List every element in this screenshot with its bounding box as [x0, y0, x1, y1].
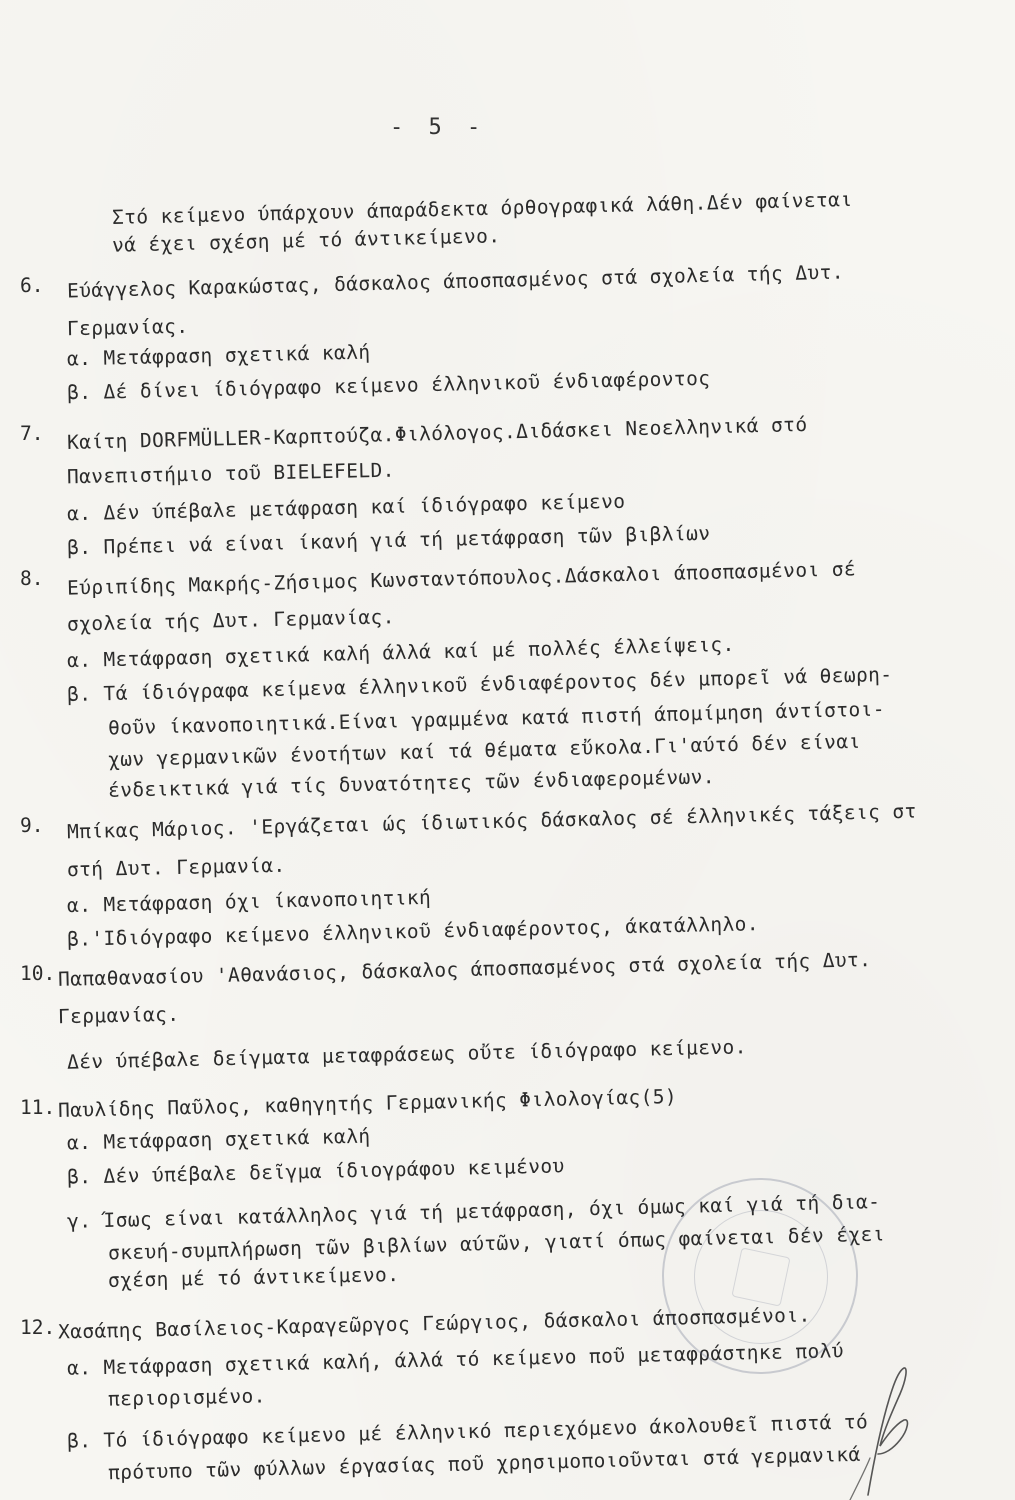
entry-12-line-1: Χασάπης Βασίλειος-Καραγεῶργος Γεώργιος, δάσκαλοι άποσπασμένοι.: [57, 1303, 811, 1344]
entry-number-6: 6.: [20, 274, 44, 297]
entry-8-line-5: θοῦν ίκανοποιητικά.Είναι γραμμένα κατά πιστή άπομίμηση άντίστοι-: [107, 697, 886, 740]
entry-10-line-3: Δέν ύπέβαλε δείγματα μεταφράσεως οὔτε ίδιόγραφο κείμενο.: [66, 1035, 748, 1074]
entry-10-line-2: Γερμανίας.: [57, 1002, 180, 1029]
entry-12-line-3: περιορισμένο.: [107, 1384, 267, 1411]
entry-11-line-3: β. Δέν ύπέβαλε δεῖγμα ίδιογράφου κειμένου: [66, 1154, 565, 1189]
entry-6-line-2: Γερμανίας.: [66, 314, 189, 341]
entry-8-line-2: σχολεία τής Δυτ. Γερμανίας.: [66, 605, 395, 636]
intro-line-2: νά έχει σχέση μέ τό άντικείμενο.: [111, 224, 501, 257]
entry-10-line-1: Παπαθανασίου 'Αθανάσιος, δάσκαλος άποσπασμένος στά σχολεία τής Δυτ.: [57, 948, 872, 991]
entry-6-line-3: α. Μετάφραση σχετικά καλή: [66, 340, 371, 371]
entry-9-line-3: α. Μετάφραση όχι ίκανοποιητική: [66, 885, 432, 918]
entry-12-line-4: β. Τό ίδιόγραφο κείμενο μέ έλληνικό περιεχόμενο άκολουθεῖ πιστά τό: [66, 1410, 869, 1453]
intro-line-1: Στό κείμενο ύπάρχουν άπαράδεκτα όρθογραφικά λάθη.Δέν φαίνεται: [111, 187, 853, 230]
entry-number-10: 10.: [20, 962, 56, 985]
entry-8-line-6: χων γερμανικῶν ένοτήτων καί τά θέματα εὔκολα.Γι'αύτό δέν είναι: [107, 729, 861, 772]
entry-9-line-4: β.'Ιδιόγραφο κείμενο έλληνικοῦ ένδιαφέροντος, άκατάλληλο.: [66, 912, 760, 951]
entry-11-line-4: γ. Ίσως είναι κατάλληλος γιά τή μετάφραση, όχι όμως καί γιά τή δια-: [66, 1190, 881, 1233]
page-number: - 5 -: [390, 115, 487, 140]
entry-7-line-3: α. Δέν ύπέβαλε μετάφραση καί ίδιόγραφο κείμενο: [66, 489, 626, 526]
entry-11-line-1: Παυλίδης Παῦλος, καθηγητής Γερμανικής Φιλολογίας(5): [57, 1084, 678, 1123]
entry-8-line-4: β. Τά ίδιόγραφα κείμενα έλληνικοῦ ένδιαφέροντος δέν μπορεῖ νά θεωρη-: [66, 662, 893, 707]
entry-6-line-4: β. Δέ δίνει ίδιόγραφο κείμενο έλληνικοῦ ένδιαφέροντος: [66, 366, 711, 405]
entry-7-line-2: Πανεπιστήμιο τοῦ BIELEFELD.: [66, 458, 395, 489]
entry-11-line-2: α. Μετάφραση σχετικά καλή: [66, 1124, 371, 1155]
entry-7-line-4: β. Πρέπει νά είναι ίκανή γιά τή μετάφραση τῶν βιβλίων: [66, 521, 711, 560]
entry-8-line-3: α. Μετάφραση σχετικά καλή άλλά καί μέ πολλές έλλείψεις.: [66, 632, 735, 673]
entry-9-line-2: στή Δυτ. Γερμανία.: [66, 853, 286, 882]
entry-8-line-1: Εύριπίδης Μακρής-Ζήσιμος Κωνσταντόπουλος.Δάσκαλοι άποσπασμένοι σέ: [66, 557, 857, 600]
entry-8-line-7: ένδεικτικά γιά τίς δυνατότητες τῶν ένδιαφερομένων.: [107, 765, 716, 802]
entry-11-line-6: σχέση μέ τό άντικείμενο.: [107, 1262, 400, 1293]
entry-7-line-1: Καίτη DORFMÜLLER-Καρπτούζα.Φιλόλογος.Διδάσκει Νεοελληνικά στό: [66, 412, 808, 455]
entry-number-8: 8.: [20, 567, 44, 590]
entry-number-9: 9.: [20, 814, 44, 837]
entry-number-7: 7.: [20, 422, 44, 445]
entry-6-line-1: Εύάγγελος Καρακώστας, δάσκαλος άποσπασμένος στά σχολεία τής Δυτ.: [66, 260, 845, 303]
entry-11-line-5: σκευή-συμπλήρωση τῶν βιβλίων αύτῶν, γιατί όπως φαίνεται δέν έχει: [107, 1222, 886, 1265]
entry-9-line-1: Μπίκας Μάριος. 'Εργάζεται ώς ίδιωτικός δάσκαλος σέ έλληνικές τάξεις στ: [66, 799, 917, 844]
handwritten-signature: [830, 1350, 920, 1500]
entry-number-11: 11.: [20, 1096, 56, 1119]
entry-12-line-2: α. Μετάφραση σχετικά καλή, άλλά τό κείμενο ποῦ μεταφράστηκε πολύ: [66, 1339, 845, 1380]
entry-12-line-5: πρότυπο τῶν φύλλων έργασίας ποῦ χρησιμοποιοῦνται στά γερμανικά: [107, 1442, 861, 1485]
entry-number-12: 12.: [20, 1316, 56, 1339]
official-stamp: [662, 1178, 858, 1374]
